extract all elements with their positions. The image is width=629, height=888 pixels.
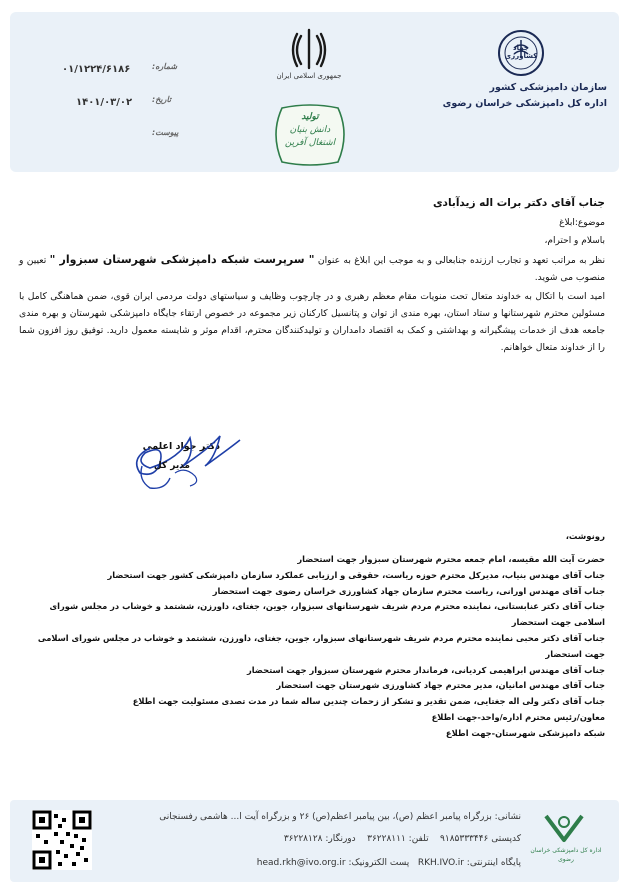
jahad-logo-text: جهاد کشاورزی xyxy=(504,44,538,60)
cc-item: حضرت آیت الله مقیسه، امام جمعه محترم شهرستان سبزوار جهت استحضار xyxy=(297,554,605,564)
attachment-label: پیوست: xyxy=(152,128,179,137)
footer-logo-icon xyxy=(542,810,586,844)
recipient: جناب آقای دکتر برات اله زیدآبادی xyxy=(432,197,605,209)
paragraph-1-end: تعیین و منصوب می شوید. xyxy=(19,255,605,283)
cc-item: جناب آقای مهندس اورانی، ریاست محترم سازمان جهاد کشاورزی خراسان رضوی جهت استحضار xyxy=(212,585,605,596)
letter-date: ۱۴۰۱/۰۳/۰۲ xyxy=(76,97,133,108)
letter-body xyxy=(19,251,605,356)
cc-item: جناب آقای دکتر ولی اله جغتایی، ضمن تقدیر و تشکر از زحمات چندین ساله شما در مدت تصدی مسئولیت جهت اطلاع xyxy=(132,696,605,707)
footer-address: نشانی: بزرگراه پیامبر اعظم (ص)، بین پیامبر اعظم(ص) ۲۶ و بزرگراه آیت ا... هاشمی رفسنجانی xyxy=(159,812,521,822)
org-line-1: سازمان دامپزشکی کشور xyxy=(489,82,607,93)
signatory-role: مدیر کل xyxy=(153,461,190,471)
footer-postal: کدپستی ۹۱۸۵۳۳۳۴۴۶ xyxy=(440,834,521,844)
slogan-line-2: اشتغال آفرین xyxy=(284,138,336,148)
cc-list xyxy=(25,552,605,742)
iran-emblem-icon xyxy=(289,28,329,70)
cc-item: شبکه دامپزشکی شهرستان-جهت اطلاع xyxy=(445,727,605,738)
cc-item: جناب آقای دکتر عنابستانی، نماینده محترم مردم شریف شهرستانهای سبزوار، جوین، جغتای، داورزن، ششتمد و خوشاب در مجلس شورای اسلامی جهت استحضار xyxy=(49,601,605,628)
cc-item: جناب آقای مهندس ابراهیمی کردیانی، فرماندار محترم شهرستان سبزوار جهت استحضار xyxy=(247,664,605,675)
appointment-title: " سرپرست شبکه دامپزشکی شهرستان سبزوار " xyxy=(49,253,315,266)
date-label: تاریخ: xyxy=(152,95,172,104)
slogan-text xyxy=(270,111,350,150)
email-link[interactable]: head.rkh@ivo.org.ir xyxy=(256,858,346,868)
cc-item: جناب آقای مهندس بنیاب، مدیرکل محترم حوزه ریاست، حقوقی و ارزیابی عملکرد سازمان دامپزشکی کشور جهت استحضار xyxy=(107,569,605,580)
subject: موضوع:ابلاغ xyxy=(559,218,605,228)
greeting: باسلام و احترام، xyxy=(544,236,605,246)
paragraph-1-text: نظر به مراتب تعهد و تجارب ارزنده جنابعالی و به موجب این ابلاغ به عنوان xyxy=(317,255,606,266)
slogan-line-1: دانش بنیان xyxy=(289,125,331,135)
website-link[interactable]: RKH.IVO.ir xyxy=(417,858,464,868)
footer-phone: تلفن: ۳۶۲۲۸۱۱۱ xyxy=(367,834,429,844)
org-line-2: اداره کل دامپزشکی خراسان رضوی xyxy=(442,98,607,109)
cc-item: جناب آقای مهندس امانیان، مدیر محترم جهاد کشاورزی شهرستان جهت استحضار xyxy=(276,680,605,691)
letter-number: ۰۱/۱۲۲۴/۶۱۸۶ xyxy=(62,64,131,75)
footer-logo-caption: اداره کل دامپزشکی خراسان رضوی xyxy=(530,847,602,863)
slogan-title: تولید xyxy=(301,112,319,122)
organization-name xyxy=(427,80,607,112)
paragraph-2: امید است با اتکال به خداوند متعال تحت منویات مقام معظم رهبری و در چارچوب وظایف و سیاستهای دولت مردمی ایران قوی، ضمن هماهنگی کامل با مسئولین محترم شهرستانها و ستاد استان، بهره مندی از توان و پتانسیل کارکنان زیر مجموعه در خصوص ارتقاء جایگاه دامپزشکی شهرستان و بهره مندی جامعه هدف از خدمات پیشگیرانه و بهداشتی و کمک به اقتصاد دامداران و تولیدکنندگان محترم، اقدام موثر و شایسته معمول دارید. توفیق روز افزون شما را از خداوند متعال خواهانم. xyxy=(19,291,605,353)
country-name: جمهوری اسلامی ایران xyxy=(276,72,342,80)
paragraph-1 xyxy=(19,251,605,286)
signatory-name: دکتر جواد اعلمی xyxy=(142,441,220,452)
qr-code-icon xyxy=(32,810,92,870)
cc-item: جناب آقای دکتر محبی نماینده محترم مردم شریف شهرستانهای سبزوار، جوین، جغتای، داورزن، ششتمد و خوشاب در مجلس شورای اسلامی جهت استحضار xyxy=(37,632,605,659)
website-label: پایگاه اینترنتی: xyxy=(466,858,521,868)
footer-fax: دورنگار: ۳۶۲۲۸۱۲۸ xyxy=(283,834,356,844)
email-label: پست الکترونیک: xyxy=(348,858,410,868)
signature-icon xyxy=(120,418,250,493)
number-label: شماره: xyxy=(152,62,178,71)
footer-web xyxy=(81,858,521,868)
cc-title: رونوشت، xyxy=(565,532,605,542)
cc-item: معاون/رئیس محترم اداره/واحد-جهت اطلاع xyxy=(431,711,605,722)
footer-contact xyxy=(101,834,521,844)
